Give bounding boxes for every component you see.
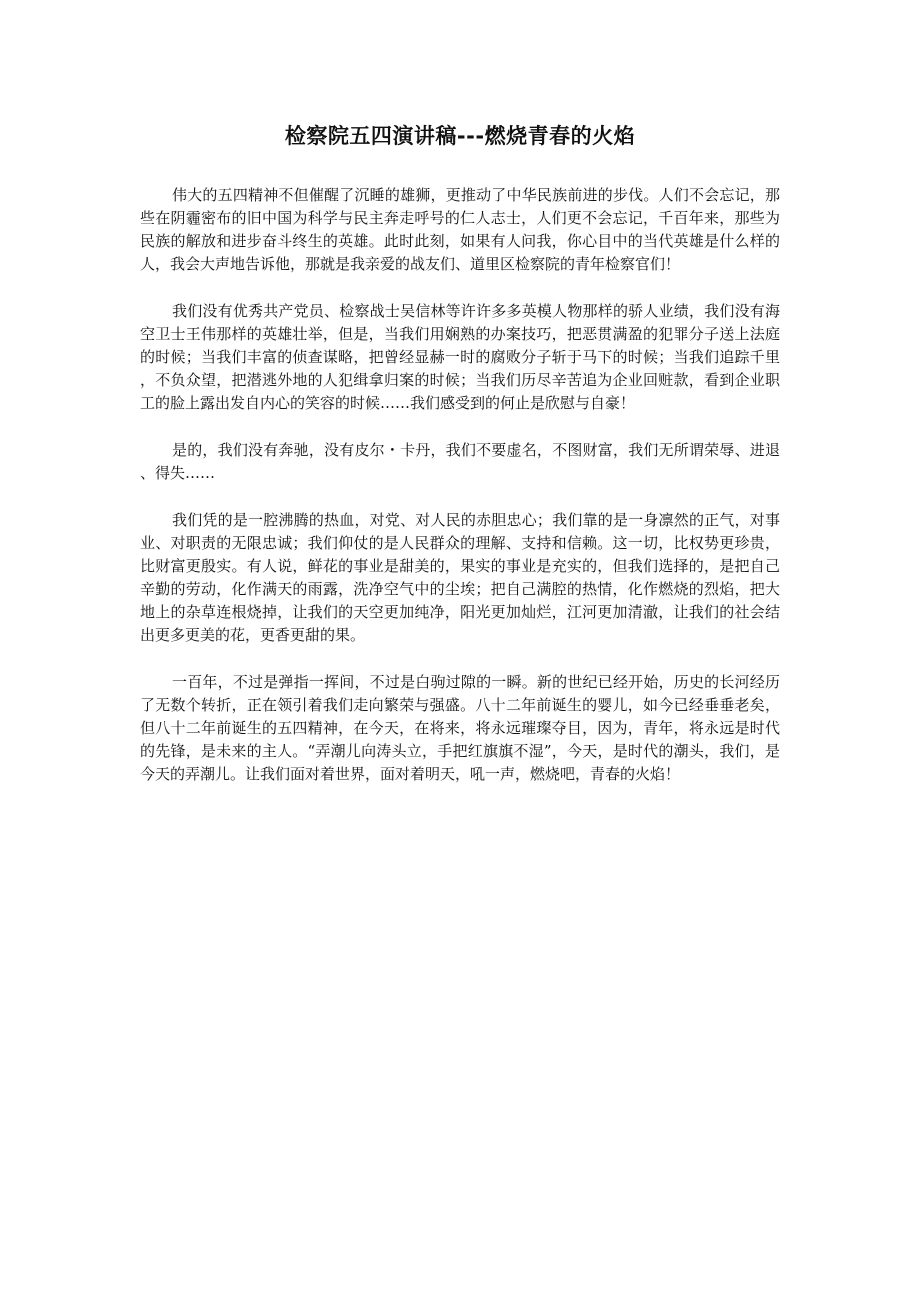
paragraph-5: 一百年，不过是弹指一挥间，不过是白驹过隙的一瞬。新的世纪已经开始，历史的长河经历了无数个转折，正在领引着我们走向繁荣与强盛。八十二年前诞生的婴儿，如今已经垂垂老矣，但八十二年前诞生的五四精神，在今天，在将来，将永远璀璨夺目，因为，青年，将永远是时代的先锋，是未来的主人。“弄潮儿向涛头立，手把红旗旗不湿”，今天，是时代的潮头，我们，是今天的弄潮儿。让我们面对着世界，面对着明天，吼一声，燃烧吧，青春的火焰！ <box>140 673 780 783</box>
document-body <box>140 118 780 810</box>
paragraph-1: 伟大的五四精神不但催醒了沉睡的雄狮，更推动了中华民族前进的步伐。人们不会忘记，那些在阴霾密布的旧中国为科学与民主奔走呼号的仁人志士，人们更不会忘记，千百年来，那些为民族的解放和进步奋斗终生的英雄。此时此刻，如果有人问我，你心目中的当代英雄是什么样的人，我会大声地告诉他，那就是我亲爱的战友们、道里区检察院的青年检察官们！ <box>140 186 780 273</box>
document-title: 检察院五四演讲稿---燃烧青春的火焰 <box>284 124 636 148</box>
paragraph-2: 我们没有优秀共产党员、检察战士吴信林等许许多多英模人物那样的骄人业绩，我们没有海空卫士王伟那样的英雄壮举，但是，当我们用娴熟的办案技巧，把恶贯满盈的犯罪分子送上法庭的时候；当我们丰富的侦查谋略，把曾经显赫一时的腐败分子斩于马下的时候；当我们追踪千里，不负众望，把潜逃外地的人犯缉拿归案的时候；当我们历尽辛苦追为企业回赃款，看到企业职工的脸上露出发自内心的笑容的时候……我们感受到的何止是欣慰与自豪！ <box>140 302 780 412</box>
paragraph-4: 我们凭的是一腔沸腾的热血，对党、对人民的赤胆忠心；我们靠的是一身凛然的正气，对事业、对职责的无限忠诚；我们仰仗的是人民群众的理解、支持和信赖。这一切，比权势更珍贵，比财富更殷实。有人说，鲜花的事业是甜美的，果实的事业是充实的，但我们选择的，是把自己辛勤的劳动，化作满天的雨露，洗净空气中的尘埃；把自己满腔的热情，化作燃烧的烈焰，把大地上的杂草连根烧掉，让我们的天空更加纯净，阳光更加灿烂，江河更加清澈，让我们的社会结出更多更美的花，更香更甜的果。 <box>140 511 780 644</box>
paragraph-3: 是的，我们没有奔驰，没有皮尔・卡丹，我们不要虚名，不图财富，我们无所谓荣辱、进退、得失…… <box>140 441 780 482</box>
